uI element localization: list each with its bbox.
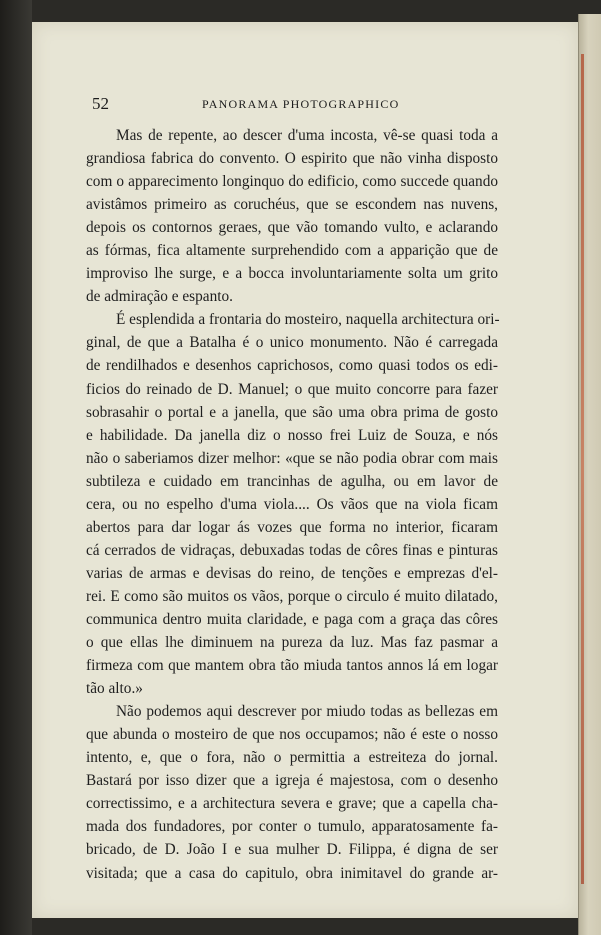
text-line: mada dos fundadores, por conter o tumulo, apparatosamente fa-	[86, 818, 498, 836]
text-line: Mas de repente, ao descer d'uma incosta, vê-se quasi toda a	[116, 127, 498, 144]
running-title: PANORAMA PHOTOGRAPHICO	[202, 97, 400, 111]
text-line: correctissimo, e a architectura severa e grave; que a capella cha-	[86, 795, 498, 813]
text-line: cá cerrados de vidraças, debuxadas todas de côres finas e pinturas	[86, 541, 498, 559]
text-line: É esplendida a frontaria do mosteiro, naquella architectura ori-	[116, 311, 500, 329]
binding-edge	[581, 54, 584, 884]
text-line: intento, e, que o fora, não o permittia a estreiteza do jornal.	[86, 749, 498, 767]
text-line: não o saberiamos dizer melhor: «que se não podia obrar com mais	[86, 449, 498, 467]
text-line: improviso lhe surge, e a bocca involuntariamente solta um grito	[86, 265, 498, 283]
text-line: ficios do reinado de D. Manuel; o que muito concorre para fazer	[86, 380, 498, 398]
text-line: varias de armas e devisas do reino, de tenções e emprezas d'el-	[86, 564, 498, 582]
text-line: bricado, de D. João I e sua mulher D. Filippa, é digna de ser	[86, 841, 498, 859]
text-line: firmeza com que mantem obra tão miuda tantos annos lá em logar	[86, 657, 498, 675]
text-line: subtileza e cuidado em trancinhas de agulha, ou em lavor de	[86, 472, 498, 490]
facing-page-edge	[578, 14, 601, 935]
text-line: ginal, de que a Batalha é o unico monumento. Não é carregada	[86, 334, 498, 352]
text-line: tão alto.»	[86, 680, 143, 698]
text-line: de rendilhados e desenhos caprichosos, como quasi todos os edi-	[86, 357, 498, 375]
text-line: depois os contornos geraes, que vão tomando vulto, e aclarando	[86, 219, 498, 237]
text-line: visitada; que a casa do capitulo, obra inimitavel do grande ar-	[86, 864, 498, 882]
text-line: que abunda o mosteiro de que nos occupamos; não é este o nosso	[86, 726, 498, 744]
scan-background-left	[0, 0, 32, 935]
text-line: e habilidade. Da janella diz o nosso frei Luiz de Souza, e nós	[86, 426, 498, 444]
text-line: com o apparecimento longinquo do edificio, como succede quando	[86, 173, 498, 191]
text-line: Bastará por isso dizer que a igreja é majestosa, com o desenho	[86, 772, 498, 790]
text-line: sobrasahir o portal e a janella, que são uma obra prima de gosto	[86, 403, 498, 421]
text-line: abertos para dar logar ás vozes que forma no interior, ficaram	[86, 518, 498, 536]
text-line: as fórmas, fica altamente surprehendido com a apparição que de	[86, 242, 498, 260]
text-line: rei. E como são muitos os vãos, porque o circulo é muito dilatado,	[86, 587, 498, 605]
text-line: communica dentro muita claridade, e paga com a graça das côres	[86, 610, 498, 628]
text-line: de admiração e espanto.	[86, 288, 233, 306]
text-line: cera, ou no espelho d'uma viola.... Os vãos que na viola ficam	[86, 495, 498, 513]
text-line: grandiosa fabrica do convento. O espirito que não vinha disposto	[86, 150, 498, 168]
page-number: 52	[92, 94, 109, 113]
body-text	[86, 124, 498, 885]
running-header	[92, 94, 505, 116]
text-line: o que ellas lhe diminuem na pureza da luz. Mas faz pasmar a	[86, 634, 498, 652]
text-line: avistâmos primeiro as coruchéus, que se escondem nas nuvens,	[86, 196, 498, 214]
text-line: Não podemos aqui descrever por miudo todas as bellezas em	[116, 703, 498, 721]
